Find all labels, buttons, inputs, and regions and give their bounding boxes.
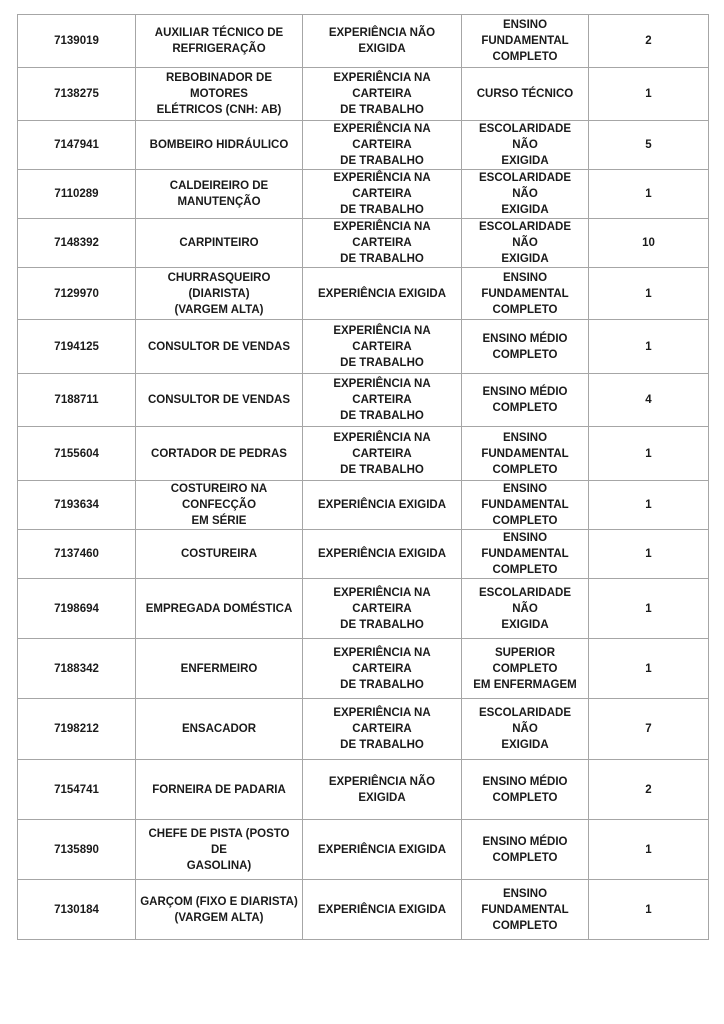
job-title-cell: GARÇOM (FIXO E DIARISTA) (VARGEM ALTA) <box>136 880 303 940</box>
education-cell: ESCOLARIDADE NÃO EXIGIDA <box>462 699 589 760</box>
table-row <box>18 880 709 940</box>
education-cell: ENSINO MÉDIO COMPLETO <box>462 374 589 427</box>
table-row <box>18 639 709 699</box>
table-body <box>18 15 709 940</box>
experience-cell: EXPERIÊNCIA NÃO EXIGIDA <box>303 15 462 68</box>
job-title-cell: CHEFE DE PISTA (POSTO DE GASOLINA) <box>136 820 303 880</box>
table-row <box>18 68 709 121</box>
education-cell: ENSINO FUNDAMENTAL COMPLETO <box>462 880 589 940</box>
table-row <box>18 170 709 219</box>
job-title-cell: CALDEIREIRO DE MANUTENÇÃO <box>136 170 303 219</box>
job-title-cell: CONSULTOR DE VENDAS <box>136 374 303 427</box>
education-cell: ESCOLARIDADE NÃO EXIGIDA <box>462 219 589 268</box>
education-cell: SUPERIOR COMPLETO EM ENFERMAGEM <box>462 639 589 699</box>
education-cell: ESCOLARIDADE NÃO EXIGIDA <box>462 579 589 639</box>
experience-cell: EXPERIÊNCIA NA CARTEIRA DE TRABALHO <box>303 579 462 639</box>
job-title-cell: CORTADOR DE PEDRAS <box>136 427 303 481</box>
table-row <box>18 219 709 268</box>
experience-cell: EXPERIÊNCIA NA CARTEIRA DE TRABALHO <box>303 699 462 760</box>
experience-cell: EXPERIÊNCIA EXIGIDA <box>303 268 462 320</box>
job-title-cell: COSTUREIRA <box>136 530 303 579</box>
vacancy-count-cell: 1 <box>589 427 709 481</box>
vacancy-count-cell: 1 <box>589 880 709 940</box>
job-title-cell: CONSULTOR DE VENDAS <box>136 320 303 374</box>
vacancy-code-cell: 7193634 <box>18 481 136 530</box>
vacancy-code-cell: 7148392 <box>18 219 136 268</box>
education-cell: ENSINO MÉDIO COMPLETO <box>462 820 589 880</box>
education-cell: ENSINO MÉDIO COMPLETO <box>462 320 589 374</box>
vacancy-code-cell: 7154741 <box>18 760 136 820</box>
vacancy-code-cell: 7138275 <box>18 68 136 121</box>
vacancy-code-cell: 7135890 <box>18 820 136 880</box>
experience-cell: EXPERIÊNCIA NA CARTEIRA DE TRABALHO <box>303 219 462 268</box>
vacancy-code-cell: 7155604 <box>18 427 136 481</box>
table-row <box>18 481 709 530</box>
job-title-cell: ENFERMEIRO <box>136 639 303 699</box>
table-row <box>18 320 709 374</box>
experience-cell: EXPERIÊNCIA NA CARTEIRA DE TRABALHO <box>303 121 462 170</box>
experience-cell: EXPERIÊNCIA NA CARTEIRA DE TRABALHO <box>303 374 462 427</box>
experience-cell: EXPERIÊNCIA NÃO EXIGIDA <box>303 760 462 820</box>
table-row <box>18 699 709 760</box>
vacancy-code-cell: 7198212 <box>18 699 136 760</box>
job-title-cell: AUXILIAR TÉCNICO DE REFRIGERAÇÃO <box>136 15 303 68</box>
vacancy-count-cell: 1 <box>589 579 709 639</box>
vacancy-count-cell: 2 <box>589 760 709 820</box>
education-cell: ESCOLARIDADE NÃO EXIGIDA <box>462 170 589 219</box>
table-row <box>18 820 709 880</box>
education-cell: ENSINO FUNDAMENTAL COMPLETO <box>462 427 589 481</box>
vacancy-code-cell: 7139019 <box>18 15 136 68</box>
experience-cell: EXPERIÊNCIA EXIGIDA <box>303 880 462 940</box>
education-cell: ESCOLARIDADE NÃO EXIGIDA <box>462 121 589 170</box>
table-row <box>18 427 709 481</box>
vacancy-count-cell: 1 <box>589 820 709 880</box>
experience-cell: EXPERIÊNCIA NA CARTEIRA DE TRABALHO <box>303 427 462 481</box>
experience-cell: EXPERIÊNCIA EXIGIDA <box>303 820 462 880</box>
vacancy-code-cell: 7198694 <box>18 579 136 639</box>
education-cell: ENSINO FUNDAMENTAL COMPLETO <box>462 15 589 68</box>
education-cell: ENSINO FUNDAMENTAL COMPLETO <box>462 268 589 320</box>
job-title-cell: BOMBEIRO HIDRÁULICO <box>136 121 303 170</box>
vacancy-count-cell: 10 <box>589 219 709 268</box>
vacancy-code-cell: 7110289 <box>18 170 136 219</box>
vacancy-count-cell: 5 <box>589 121 709 170</box>
vacancy-code-cell: 7137460 <box>18 530 136 579</box>
education-cell: CURSO TÉCNICO <box>462 68 589 121</box>
education-cell: ENSINO FUNDAMENTAL COMPLETO <box>462 481 589 530</box>
job-title-cell: ENSACADOR <box>136 699 303 760</box>
vacancy-count-cell: 4 <box>589 374 709 427</box>
job-title-cell: CARPINTEIRO <box>136 219 303 268</box>
table-row <box>18 530 709 579</box>
vacancy-count-cell: 2 <box>589 15 709 68</box>
vacancy-count-cell: 1 <box>589 481 709 530</box>
table-row <box>18 121 709 170</box>
table-row <box>18 760 709 820</box>
job-title-cell: COSTUREIRO NA CONFECÇÃO EM SÉRIE <box>136 481 303 530</box>
table-row <box>18 268 709 320</box>
vacancy-count-cell: 7 <box>589 699 709 760</box>
job-vacancies-table <box>17 14 709 940</box>
vacancy-code-cell: 7147941 <box>18 121 136 170</box>
vacancy-count-cell: 1 <box>589 68 709 121</box>
job-title-cell: FORNEIRA DE PADARIA <box>136 760 303 820</box>
job-title-cell: EMPREGADA DOMÉSTICA <box>136 579 303 639</box>
vacancy-code-cell: 7188711 <box>18 374 136 427</box>
table-row <box>18 579 709 639</box>
vacancy-count-cell: 1 <box>589 268 709 320</box>
vacancy-count-cell: 1 <box>589 639 709 699</box>
vacancy-count-cell: 1 <box>589 320 709 374</box>
vacancy-count-cell: 1 <box>589 530 709 579</box>
job-title-cell: CHURRASQUEIRO (DIARISTA) (VARGEM ALTA) <box>136 268 303 320</box>
experience-cell: EXPERIÊNCIA NA CARTEIRA DE TRABALHO <box>303 68 462 121</box>
experience-cell: EXPERIÊNCIA EXIGIDA <box>303 481 462 530</box>
vacancy-code-cell: 7130184 <box>18 880 136 940</box>
table-row <box>18 15 709 68</box>
table-row <box>18 374 709 427</box>
vacancy-count-cell: 1 <box>589 170 709 219</box>
experience-cell: EXPERIÊNCIA EXIGIDA <box>303 530 462 579</box>
education-cell: ENSINO MÉDIO COMPLETO <box>462 760 589 820</box>
experience-cell: EXPERIÊNCIA NA CARTEIRA DE TRABALHO <box>303 320 462 374</box>
job-title-cell: REBOBINADOR DE MOTORES ELÉTRICOS (CNH: AB) <box>136 68 303 121</box>
vacancy-code-cell: 7129970 <box>18 268 136 320</box>
vacancy-code-cell: 7188342 <box>18 639 136 699</box>
experience-cell: EXPERIÊNCIA NA CARTEIRA DE TRABALHO <box>303 170 462 219</box>
education-cell: ENSINO FUNDAMENTAL COMPLETO <box>462 530 589 579</box>
experience-cell: EXPERIÊNCIA NA CARTEIRA DE TRABALHO <box>303 639 462 699</box>
vacancy-code-cell: 7194125 <box>18 320 136 374</box>
